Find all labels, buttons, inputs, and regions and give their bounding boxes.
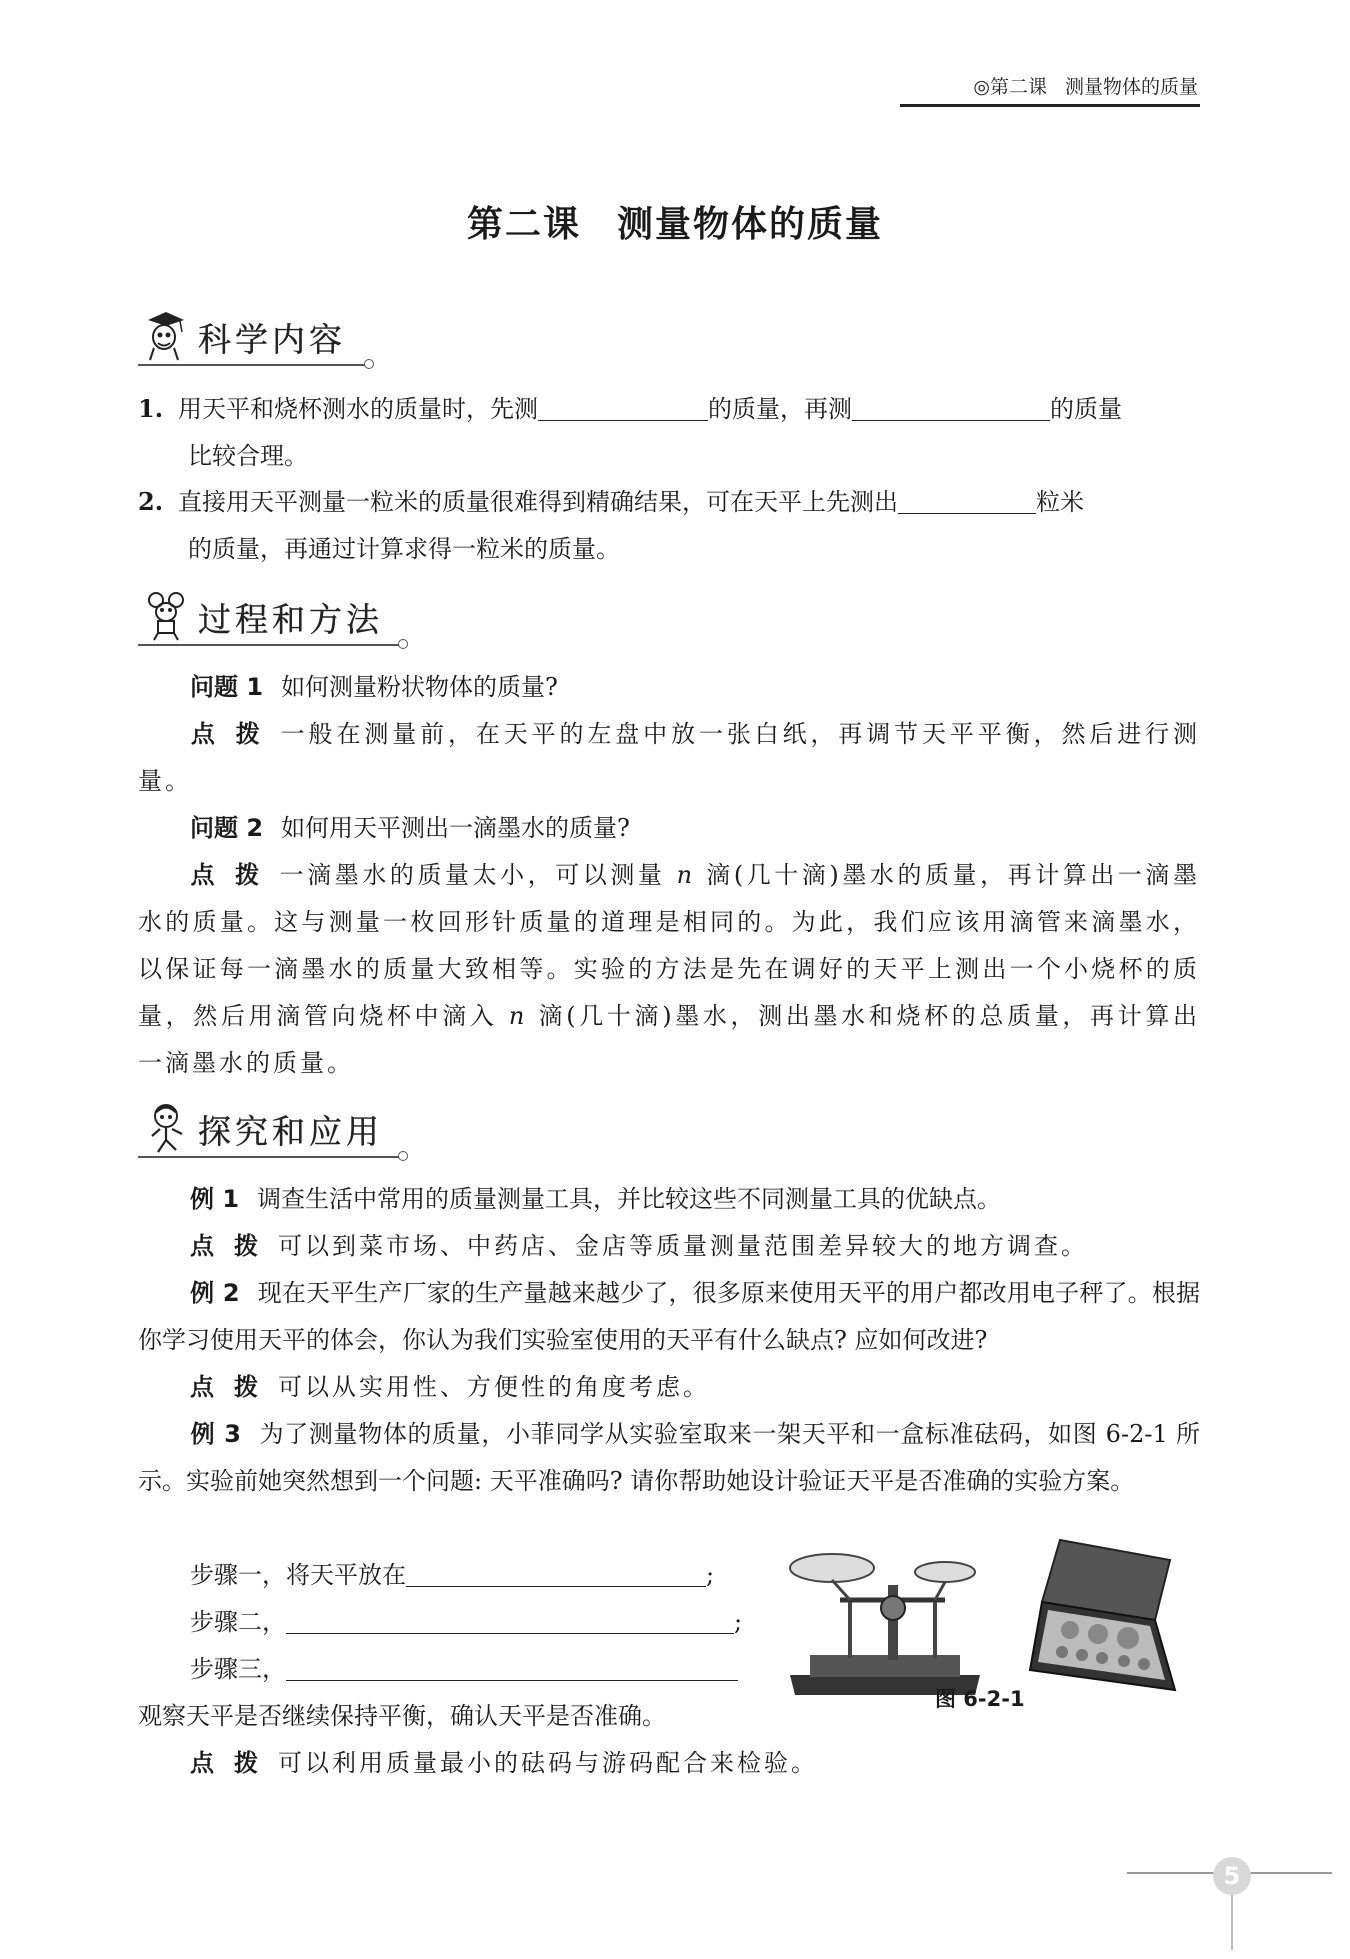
section-dot <box>398 639 408 649</box>
content-item-2 <box>138 478 1200 573</box>
question-label: 问题 2 <box>190 814 264 842</box>
hint-label: 点拨 <box>190 1232 278 1260</box>
title-lesson: 第二课 <box>466 204 581 245</box>
section-underline <box>138 1156 400 1158</box>
example-2 <box>138 1270 1200 1364</box>
step-text: 步骤二， <box>190 1608 286 1636</box>
question-label: 问题 1 <box>190 673 264 701</box>
step-3 <box>138 1646 778 1693</box>
hint-label: 点拨 <box>190 1373 278 1401</box>
question-1-hint <box>138 711 1200 805</box>
conclusion-text: 观察天平是否继续保持平衡，确认天平是否准确。 <box>138 1702 666 1730</box>
hint-label: 点拨 <box>190 720 281 748</box>
item-number: 2. <box>138 487 164 516</box>
question-text: 如何用天平测出一滴墨水的质量? <box>281 814 630 842</box>
header-rule <box>900 104 1200 107</box>
question-2 <box>138 805 1200 852</box>
example-text: 现在天平生产厂家的生产量越来越少了，很多原来使用天平的用户都改用电子秤了。根据你学习使用天平的体会，你认为我们实验室使用的天平有什么缺点? 应如何改进? <box>138 1279 1201 1354</box>
answer-blank[interactable] <box>898 483 1036 514</box>
item-text: 用天平和烧杯测水的质量时，先测 <box>178 395 538 423</box>
example-3 <box>138 1411 1200 1505</box>
hint-text: 一滴墨水的质量太小，可以测量 <box>279 861 666 889</box>
example-2-hint <box>138 1364 1200 1411</box>
answer-blank[interactable] <box>852 390 1050 421</box>
mouse-mascot-icon <box>144 590 188 642</box>
hint-text: 可以从实用性、方便性的角度考虑。 <box>278 1373 710 1401</box>
section-underline <box>138 364 366 366</box>
section-process-method <box>138 586 418 650</box>
step-1 <box>138 1552 778 1599</box>
hint-text: 滴(几十滴)墨水，测出墨水和烧杯的总质量，再计算出一滴墨水的质量。 <box>138 1002 1201 1077</box>
title-topic: 测量物体的质量 <box>617 204 884 245</box>
hint-text: 可以利用质量最小的砝码与游码配合来检验。 <box>278 1749 818 1777</box>
weights-box-image <box>1030 1540 1175 1690</box>
figure-caption: 图 6-2-1 <box>935 1687 1025 1711</box>
step-text: 步骤一，将天平放在 <box>190 1561 406 1589</box>
variable-n: n <box>676 861 696 889</box>
variable-n: n <box>508 1002 528 1030</box>
answer-blank[interactable] <box>406 1556 706 1587</box>
section-dot <box>398 1151 408 1161</box>
section-title: 科学内容 <box>198 320 346 359</box>
balance-scale-image <box>790 1554 980 1695</box>
hint-text: 一般在测量前，在天平的左盘中放一张白纸，再调节天平平衡，然后进行测量。 <box>138 720 1201 795</box>
example-1 <box>138 1176 1200 1223</box>
question-text: 如何测量粉状物体的质量? <box>281 673 558 701</box>
section-title: 过程和方法 <box>198 600 383 639</box>
answer-blank[interactable] <box>538 390 708 421</box>
item-text: 的质量，再通过计算求得一粒米的质量。 <box>188 535 620 563</box>
question-2-hint <box>138 852 1200 1087</box>
step-punct: ; <box>706 1561 715 1589</box>
example-3-hint <box>138 1740 1200 1787</box>
hint-label: 点拨 <box>190 861 280 889</box>
hint-text: 可以到菜市场、中药店、金店等质量测量范围差异较大的地方调查。 <box>278 1232 1088 1260</box>
page-title <box>0 196 1350 247</box>
item-number: 1. <box>138 394 164 423</box>
section-science-content <box>138 306 418 370</box>
step-text: 步骤三， <box>190 1655 286 1683</box>
hint-label: 点拨 <box>190 1749 278 1777</box>
section-dot <box>364 359 374 369</box>
step-2 <box>138 1599 778 1646</box>
example-label: 例 2 <box>190 1279 240 1307</box>
section-explore-apply <box>138 1098 418 1162</box>
hint-text: 滴(几十滴)墨水的质量，再计算出一滴墨水的质量。这与测量一枚回形针质量的道理是相同的。为此，我们应该用滴管来滴墨水，以保证每一滴墨水的质量大致相等。实验的方法是先在调好的天平上测出一个小烧杯的质量，然后用滴管向烧杯中滴入 <box>138 861 1200 1030</box>
running-header-topic: 测量物体的质量 <box>1064 76 1198 98</box>
example-text: 为了测量物体的质量，小菲同学从实验室取来一架天平和一盒标准砝码，如图 6-2-1 所示。实验前她突然想到一个问题: 天平准确吗? 请你帮助她设计验证天平是否准确的实验方案。 <box>138 1420 1200 1495</box>
runner-mascot-icon <box>144 1102 188 1154</box>
running-header <box>973 72 1198 99</box>
content-item-1 <box>138 385 1200 480</box>
item-text: 的质量 <box>1050 395 1122 423</box>
scholar-mascot-icon <box>144 310 188 362</box>
example-label: 例 1 <box>190 1185 240 1213</box>
step-conclusion <box>138 1693 778 1740</box>
example-1-hint <box>138 1223 1200 1270</box>
answer-blank[interactable] <box>286 1603 734 1634</box>
running-header-lesson: ◎第二课 <box>973 76 1047 98</box>
example-label: 例 3 <box>190 1420 241 1448</box>
section-title: 探究和应用 <box>198 1112 383 1151</box>
item-text: 直接用天平测量一粒米的质量很难得到精确结果，可在天平上先测出 <box>178 488 898 516</box>
item-text: 的质量，再测 <box>708 395 852 423</box>
answer-blank[interactable] <box>286 1650 738 1681</box>
footer-vertical-rule <box>1231 1895 1233 1950</box>
step-punct: ; <box>734 1608 743 1636</box>
item-text: 粒米 <box>1036 488 1084 516</box>
item-text: 比较合理。 <box>188 442 308 470</box>
example-text: 调查生活中常用的质量测量工具，并比较这些不同测量工具的优缺点。 <box>257 1185 1002 1213</box>
question-1 <box>138 664 1200 711</box>
section-underline <box>138 644 400 646</box>
page-number: 5 <box>1213 1857 1251 1895</box>
